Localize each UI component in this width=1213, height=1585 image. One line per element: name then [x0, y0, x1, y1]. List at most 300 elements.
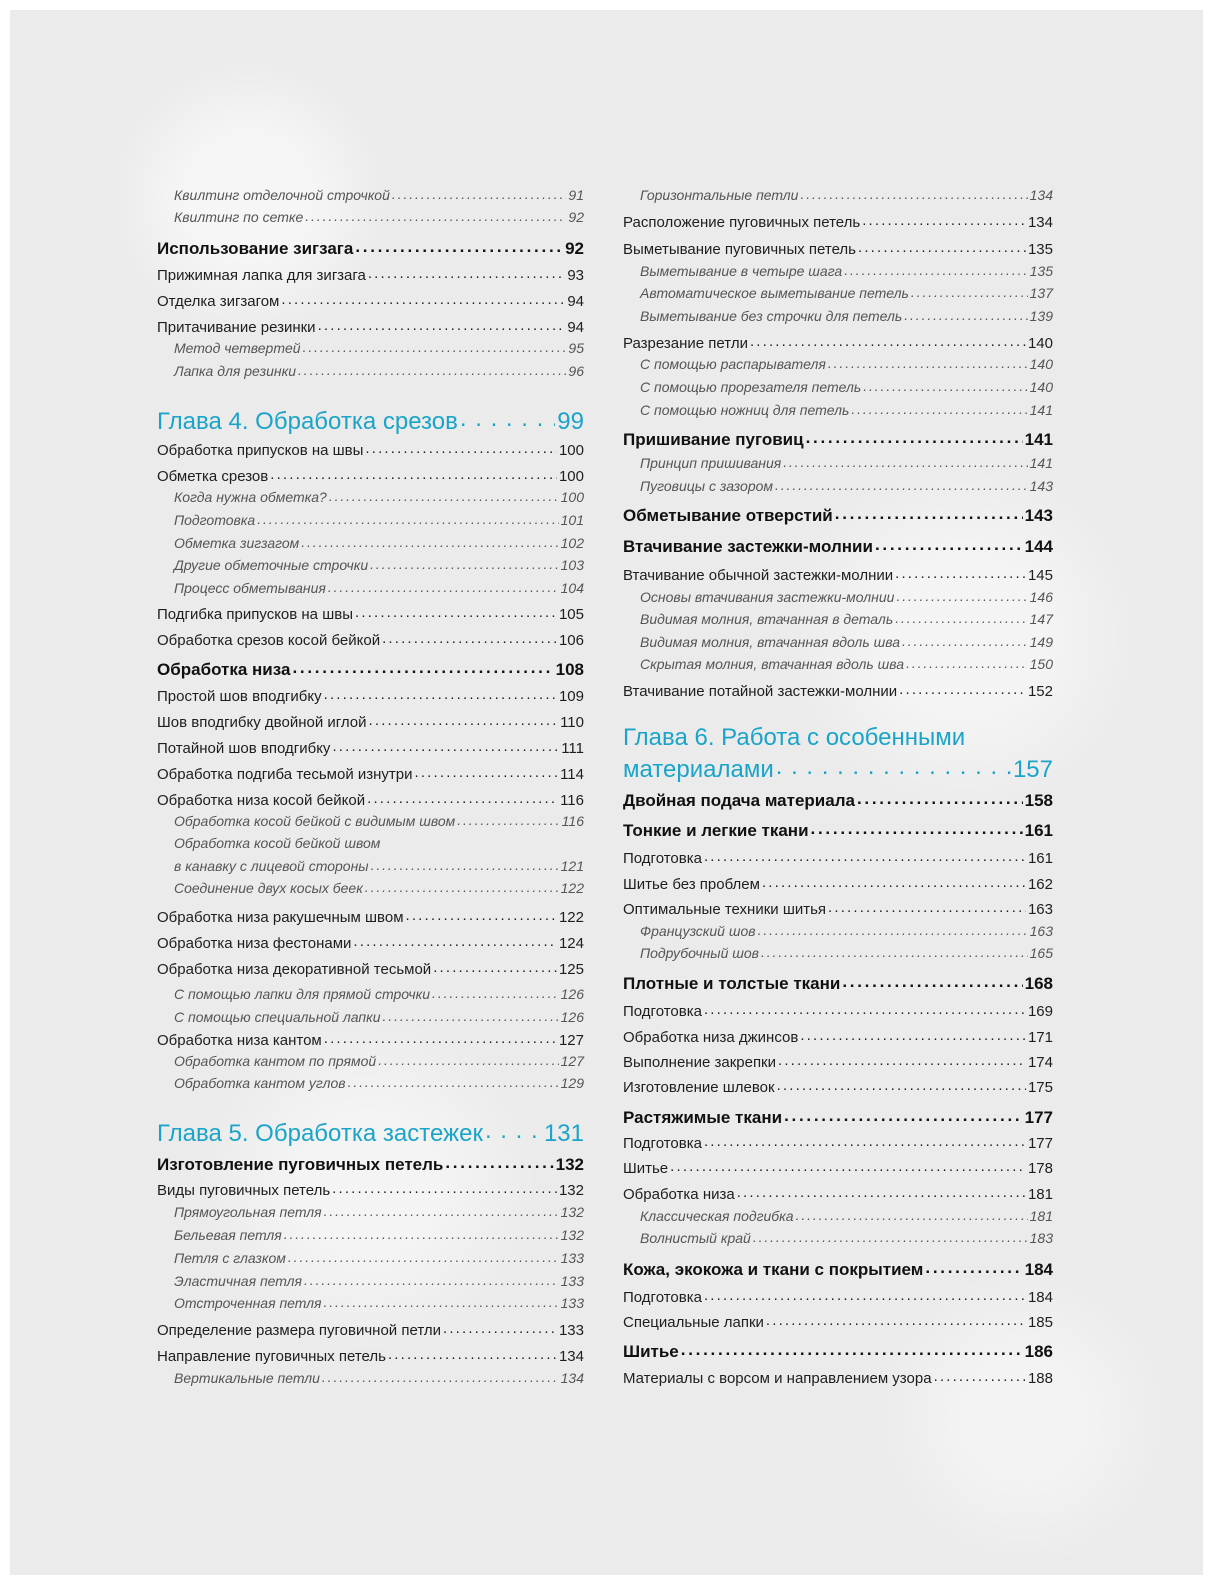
toc-entry: [623, 565, 1053, 584]
toc-page-number: 92: [568, 209, 584, 225]
toc-entry: [157, 604, 584, 623]
toc-entry-title: Кожа, экокожа и ткани с покрытием: [623, 1260, 924, 1279]
toc-entry: [623, 1368, 1053, 1387]
toc-entry-title: Определение размера пуговичной петли: [157, 1322, 441, 1339]
toc-section-entry: [623, 428, 1053, 450]
toc-entry-title: Квилтинг по сетке: [174, 209, 304, 225]
toc-entry-title: Подготовка: [623, 850, 702, 867]
dot-leader: [851, 401, 1027, 415]
toc-entry-title: Выметывание без строчки для петель: [640, 308, 903, 324]
toc-page-number: 131: [543, 1120, 584, 1147]
toc-entry-title: Виды пуговичных петель: [157, 1182, 331, 1199]
toc-page-number: 165: [1029, 945, 1053, 961]
toc-entry: [157, 440, 584, 459]
toc-page-number: 152: [1027, 683, 1053, 700]
toc-entry-title: Обработка кантом по прямой: [174, 1053, 377, 1069]
toc-entry-title: Материалы с ворсом и направлением узора: [623, 1370, 932, 1387]
dot-leader: [284, 1226, 559, 1240]
toc-page-number: 134: [1029, 187, 1053, 203]
toc-entry-title: Горизонтальные петли: [640, 187, 799, 203]
toc-subentry: [623, 454, 1053, 471]
toc-section-entry: [157, 1153, 584, 1175]
toc-entry: [157, 1180, 584, 1199]
toc-subentry: [623, 922, 1053, 939]
dot-leader: [753, 1229, 1028, 1243]
toc-subentry: [157, 812, 584, 829]
toc-subentry: [623, 633, 1053, 650]
toc-entry-title: Соединение двух косых беек: [174, 880, 363, 896]
dot-leader: [904, 307, 1027, 321]
toc-entry-title: Шитье: [623, 1342, 679, 1361]
dot-leader: [761, 944, 1028, 958]
dot-leader: [485, 1117, 542, 1141]
toc-entry-title: Тонкие и легкие ткани: [623, 821, 809, 840]
toc-entry-title: Потайной шов вподгибку: [157, 740, 331, 757]
toc-entry-title: С помощью ножниц для петель: [640, 402, 850, 418]
toc-chapter-heading: [157, 1117, 584, 1148]
toc-entry: [623, 848, 1053, 867]
dot-leader: [383, 1008, 559, 1022]
toc-entry-title: Видимая молния, втачанная в деталь: [640, 611, 894, 627]
toc-entry-title: Обработка косой бейкой швом: [174, 835, 381, 851]
dot-leader: [842, 972, 1022, 989]
toc-entry-title: Направление пуговичных петель: [157, 1348, 386, 1365]
toc-chapter-heading: [623, 724, 1053, 752]
toc-page-number: 139: [1029, 308, 1053, 324]
toc-entry-title: Обработка подгиба тесьмой изнутри: [157, 766, 413, 783]
toc-entry: [157, 738, 584, 757]
dot-leader: [844, 262, 1027, 276]
toc-entry-title: Подготовка: [623, 1003, 702, 1020]
dot-leader: [862, 212, 1026, 227]
dot-leader: [796, 1207, 1028, 1221]
toc-page-number: 132: [560, 1204, 584, 1220]
toc-page-number: 178: [1027, 1160, 1053, 1177]
toc-entry: [157, 466, 584, 485]
toc-section-entry: [623, 789, 1053, 811]
dot-leader: [911, 284, 1028, 298]
dot-leader: [857, 789, 1023, 806]
dot-leader: [835, 504, 1023, 521]
dot-leader: [704, 1133, 1026, 1148]
dot-leader: [388, 1346, 557, 1361]
dot-leader: [432, 985, 559, 999]
toc-page-number: 116: [560, 792, 584, 809]
toc-page-number: 141: [1029, 455, 1053, 471]
toc-entry: [157, 291, 584, 310]
toc-page-number: 133: [560, 1273, 584, 1289]
toc-subentry: [623, 186, 1053, 203]
toc-entry: [157, 1346, 584, 1365]
dot-leader: [406, 907, 557, 922]
toc-page-number: 99: [557, 408, 584, 435]
dot-leader: [329, 488, 559, 502]
toc-entry-title: Плотные и толстые ткани: [623, 974, 841, 993]
toc-entry-title: Специальные лапки: [623, 1314, 764, 1331]
toc-subentry: [623, 307, 1053, 324]
toc-entry: [623, 333, 1053, 352]
toc-section-entry: [623, 1106, 1053, 1128]
toc-entry-title: Оптимальные техники шитья: [623, 901, 827, 918]
toc-entry-title: Метод четвертей: [174, 340, 301, 356]
toc-page-number: 92: [565, 239, 584, 258]
toc-entry: [157, 712, 584, 731]
toc-page-number: 185: [1027, 1314, 1053, 1331]
toc-entry: [157, 1030, 584, 1049]
toc-entry-title: Отделка зигзагом: [157, 293, 280, 310]
toc-page-number: 162: [1027, 876, 1053, 893]
toc-subentry: [623, 378, 1053, 395]
toc-entry-title: Подготовка: [623, 1135, 702, 1152]
dot-leader: [806, 428, 1023, 445]
toc-subentry: [157, 835, 584, 851]
toc-page-number: 100: [560, 489, 584, 505]
toc-page-number: 124: [558, 935, 584, 952]
toc-page-number: 158: [1024, 791, 1053, 810]
toc-section-entry: [623, 972, 1053, 994]
toc-page-number: 110: [560, 714, 584, 731]
toc-page-number: 129: [560, 1075, 584, 1091]
toc-subentry: [157, 556, 584, 573]
toc-subentry: [623, 1207, 1053, 1224]
dot-leader: [737, 1184, 1026, 1199]
toc-entry-title: Шитье без проблем: [623, 876, 760, 893]
dot-leader: [324, 1294, 559, 1308]
toc-entry-title: Обработка низа фестонами: [157, 935, 352, 952]
toc-entry-title: в канавку с лицевой стороны: [174, 858, 369, 874]
toc-entry-title: Классическая подгибка: [640, 1208, 794, 1224]
dot-leader: [445, 1153, 553, 1170]
toc-page-number: 135: [1029, 263, 1053, 279]
toc-page-number: 168: [1024, 974, 1053, 993]
toc-entry-title: Прижимная лапка для зигзага: [157, 267, 366, 284]
dot-leader: [443, 1320, 557, 1335]
dot-leader: [899, 681, 1026, 696]
toc-entry-title: Подготовка: [623, 1289, 702, 1306]
toc-entry: [157, 630, 584, 649]
toc-entry-title: Эластичная петля: [174, 1273, 303, 1289]
toc-entry-title: Простой шов вподгибку: [157, 688, 322, 705]
toc-page-number: 134: [1027, 214, 1053, 231]
dot-leader: [324, 1030, 557, 1045]
dot-leader: [305, 208, 566, 222]
toc-entry-title: Квилтинг отделочной строчкой: [174, 187, 390, 203]
toc-entry: [623, 681, 1053, 700]
toc-entry-title: Другие обметочные строчки: [174, 557, 369, 573]
toc-entry: [623, 1133, 1053, 1152]
dot-leader: [368, 265, 565, 280]
toc-entry-title: Шитье: [623, 1160, 669, 1177]
toc-entry-title: Разрезание петли: [623, 335, 748, 352]
toc-subentry: [623, 355, 1053, 372]
toc-page-number: 121: [560, 858, 584, 874]
toc-entry-title: Изготовление пуговичных петель: [157, 1155, 444, 1174]
toc-subentry: [157, 1226, 584, 1243]
toc-entry-title: Подрубочный шов: [640, 945, 759, 961]
toc-entry-title: Обработка срезов косой бейкой: [157, 632, 381, 649]
toc-entry: [623, 899, 1053, 918]
toc-entry-title: Глава 5. Обработка застежек: [157, 1120, 483, 1147]
toc-entry-title: Глава 4. Обработка срезов: [157, 408, 458, 435]
dot-leader: [775, 477, 1028, 491]
dot-leader: [895, 610, 1027, 624]
dot-leader: [328, 579, 559, 593]
toc-page-number: 111: [561, 740, 584, 757]
dot-leader: [355, 604, 557, 619]
dot-leader: [371, 857, 559, 871]
toc-entry: [623, 1158, 1053, 1177]
toc-entry-title: Втачивание потайной застежки-молнии: [623, 683, 898, 700]
toc-page-number: 96: [568, 363, 584, 379]
toc-page-number: 147: [1029, 611, 1053, 627]
dot-leader: [378, 1052, 558, 1066]
dot-leader: [670, 1158, 1026, 1173]
toc-page-number: 127: [560, 1053, 584, 1069]
toc-page-number: 141: [1029, 402, 1053, 418]
dot-leader: [370, 556, 559, 570]
toc-entry: [623, 1312, 1053, 1331]
toc-entry-title: Обработка низа кантом: [157, 1032, 322, 1049]
toc-page-number: 161: [1024, 821, 1053, 840]
dot-leader: [324, 1203, 559, 1217]
dot-leader: [382, 630, 557, 645]
toc-entry-title: Прямоугольная петля: [174, 1204, 322, 1220]
toc-page-number: 104: [560, 580, 584, 596]
toc-entry-title: Автоматическое выметывание петель: [640, 285, 909, 301]
toc-page-number: 140: [1029, 379, 1053, 395]
toc-page-number: 157: [1012, 756, 1053, 783]
toc-page-number: 134: [560, 1370, 584, 1386]
dot-leader: [776, 753, 1011, 777]
toc-section-entry: [623, 535, 1053, 557]
toc-entry: [157, 1320, 584, 1339]
toc-entry-title: Процесс обметывания: [174, 580, 326, 596]
toc-page-number: 150: [1029, 656, 1053, 672]
dot-leader: [762, 874, 1026, 889]
toc-page-number: 109: [558, 688, 584, 705]
dot-leader: [750, 333, 1026, 348]
toc-page-number: 133: [558, 1322, 584, 1339]
dot-leader: [392, 186, 567, 200]
toc-page-number: 114: [560, 766, 584, 783]
toc-entry-title: Обработка низа декоративной тесьмой: [157, 961, 432, 978]
toc-entry-title: Использование зигзага: [157, 239, 354, 258]
toc-subentry: [623, 655, 1053, 672]
dot-leader: [858, 239, 1026, 254]
toc-page-number: 132: [558, 1182, 584, 1199]
toc-page-number: 133: [560, 1295, 584, 1311]
dot-leader: [332, 1180, 557, 1195]
dot-leader: [902, 633, 1028, 647]
dot-leader: [281, 291, 565, 306]
dot-leader: [758, 922, 1028, 936]
toc-entry-title: Обметка зигзагом: [174, 535, 300, 551]
toc-entry-title: Обметывание отверстий: [623, 506, 833, 525]
toc-page-number: 141: [1024, 430, 1053, 449]
toc-entry-title: Обработка припусков на швы: [157, 442, 364, 459]
toc-entry-title: Обработка низа джинсов: [623, 1029, 799, 1046]
toc-subentry: [623, 284, 1053, 301]
dot-leader: [778, 1052, 1026, 1067]
toc-subentry: [157, 1294, 584, 1311]
toc-entry-title: Обметка срезов: [157, 468, 269, 485]
toc-page-number: 103: [560, 557, 584, 573]
toc-subentry: [623, 262, 1053, 279]
toc-entry-title: Принцип пришивания: [640, 455, 782, 471]
dot-leader: [304, 1272, 559, 1286]
toc-subentry: [157, 1369, 584, 1386]
dot-leader: [704, 1287, 1026, 1302]
dot-leader: [704, 1001, 1026, 1016]
toc-subentry: [157, 1272, 584, 1289]
toc-page-number: 163: [1027, 901, 1053, 918]
toc-entry-title: Втачивание обычной застежки-молнии: [623, 567, 894, 584]
toc-entry-title: Обработка косой бейкой с видимым швом: [174, 813, 456, 829]
toc-chapter-heading: [157, 405, 584, 436]
toc-page-number: 143: [1029, 478, 1053, 494]
toc-subentry: [157, 1052, 584, 1069]
toc-subentry: [157, 511, 584, 528]
toc-entry-title: Обработка кантом углов: [174, 1075, 346, 1091]
toc-subentry: [157, 1074, 584, 1091]
toc-page-number: 132: [555, 1155, 584, 1174]
toc-section-entry: [157, 237, 584, 259]
toc-subentry: [157, 339, 584, 356]
toc-page-number: 95: [568, 340, 584, 356]
toc-entry: [623, 1001, 1053, 1020]
toc-entry-title: Лапка для резинки: [174, 363, 297, 379]
toc-chapter-heading: [623, 753, 1053, 784]
toc-entry: [623, 1077, 1053, 1096]
toc-entry: [623, 1027, 1053, 1046]
toc-page-number: 100: [558, 442, 584, 459]
dot-leader: [704, 848, 1026, 863]
dot-leader: [777, 1077, 1026, 1092]
toc-subentry: [623, 401, 1053, 418]
dot-leader: [292, 658, 553, 675]
toc-page-number: 177: [1024, 1108, 1053, 1127]
toc-page-number: 102: [560, 535, 584, 551]
toc-entry: [623, 212, 1053, 231]
toc-entry-title: Основы втачивания застежки-молнии: [640, 589, 895, 605]
toc-page-number: 134: [558, 1348, 584, 1365]
toc-page-number: 171: [1027, 1029, 1053, 1046]
toc-entry: [157, 265, 584, 284]
toc-page-number: 184: [1024, 1260, 1053, 1279]
dot-leader: [681, 1340, 1023, 1357]
toc-subentry: [157, 1249, 584, 1266]
dot-leader: [301, 534, 558, 548]
dot-leader: [783, 454, 1027, 468]
toc-entry: [623, 1052, 1053, 1071]
dot-leader: [365, 440, 557, 455]
dot-leader: [906, 655, 1028, 669]
toc-entry-title: С помощью распарывателя: [640, 356, 826, 372]
toc-page-number: 174: [1027, 1054, 1053, 1071]
dot-leader: [332, 738, 559, 753]
toc-page-number: 91: [568, 187, 584, 203]
toc-entry-title: Отстроченная петля: [174, 1295, 322, 1311]
toc-subentry: [157, 879, 584, 896]
toc-page-number: 186: [1024, 1342, 1053, 1361]
toc-page-number: 146: [1029, 589, 1053, 605]
toc-page-number: 149: [1029, 634, 1053, 650]
dot-leader: [369, 712, 559, 727]
toc-page-number: 108: [555, 660, 584, 679]
toc-page-number: 184: [1027, 1289, 1053, 1306]
toc-entry-title: Пришивание пуговиц: [623, 430, 804, 449]
toc-entry-title: материалами: [623, 756, 774, 783]
dot-leader: [353, 933, 557, 948]
dot-leader: [355, 237, 563, 254]
toc-entry-title: Бельевая петля: [174, 1227, 282, 1243]
dot-leader: [348, 1074, 559, 1088]
toc-page-number: 163: [1029, 923, 1053, 939]
toc-subentry: [623, 610, 1053, 627]
toc-entry-title: С помощью специальной лапки: [174, 1009, 381, 1025]
toc-section-entry: [623, 1258, 1053, 1280]
toc-entry: [157, 764, 584, 783]
toc-page-number: 94: [567, 293, 584, 310]
toc-page-number: 181: [1027, 1186, 1053, 1203]
toc-page-number: 126: [560, 986, 584, 1002]
toc-page-number: 132: [560, 1227, 584, 1243]
dot-leader: [934, 1368, 1026, 1383]
toc-entry-title: Скрытая молния, втачанная вдоль шва: [640, 656, 905, 672]
toc-section-entry: [157, 658, 584, 680]
toc-section-entry: [623, 504, 1053, 526]
dot-leader: [365, 879, 559, 893]
toc-subentry: [157, 857, 584, 874]
toc-subentry: [157, 186, 584, 203]
toc-page-number: 144: [1024, 537, 1053, 556]
toc-entry-title: Видимая молния, втачанная вдоль шва: [640, 634, 900, 650]
dot-leader: [875, 535, 1023, 552]
toc-entry-title: Изготовление шлевок: [623, 1079, 775, 1096]
dot-leader: [800, 186, 1027, 200]
toc-subentry: [157, 534, 584, 551]
dot-leader: [460, 405, 555, 429]
toc-entry: [623, 874, 1053, 893]
toc-section-entry: [623, 819, 1053, 841]
toc-subentry: [157, 1203, 584, 1220]
toc-entry-title: С помощью прорезателя петель: [640, 379, 862, 395]
toc-entry-title: Вертикальные петли: [174, 1370, 320, 1386]
toc-entry-title: Обработка низа: [623, 1186, 735, 1203]
dot-leader: [800, 1027, 1026, 1042]
toc-subentry: [157, 579, 584, 596]
toc-page-number: 143: [1024, 506, 1053, 525]
dot-leader: [828, 355, 1028, 369]
dot-leader: [298, 362, 566, 376]
dot-leader: [257, 511, 558, 525]
dot-leader: [322, 1369, 559, 1383]
toc-entry-title: Подготовка: [174, 512, 256, 528]
dot-leader: [433, 959, 557, 974]
toc-page-number: 181: [1029, 1208, 1053, 1224]
toc-page-number: 100: [558, 468, 584, 485]
toc-page-number: 126: [560, 1009, 584, 1025]
toc-page-number: 188: [1027, 1370, 1053, 1387]
toc-page-number: 101: [560, 512, 584, 528]
toc-page-number: 105: [558, 606, 584, 623]
toc-entry-title: Петля с глазком: [174, 1250, 286, 1266]
dot-leader: [811, 819, 1023, 836]
toc-page-number: 135: [1027, 241, 1053, 258]
dot-leader: [784, 1106, 1023, 1123]
toc-page-number: 140: [1029, 356, 1053, 372]
toc-entry: [623, 1184, 1053, 1203]
